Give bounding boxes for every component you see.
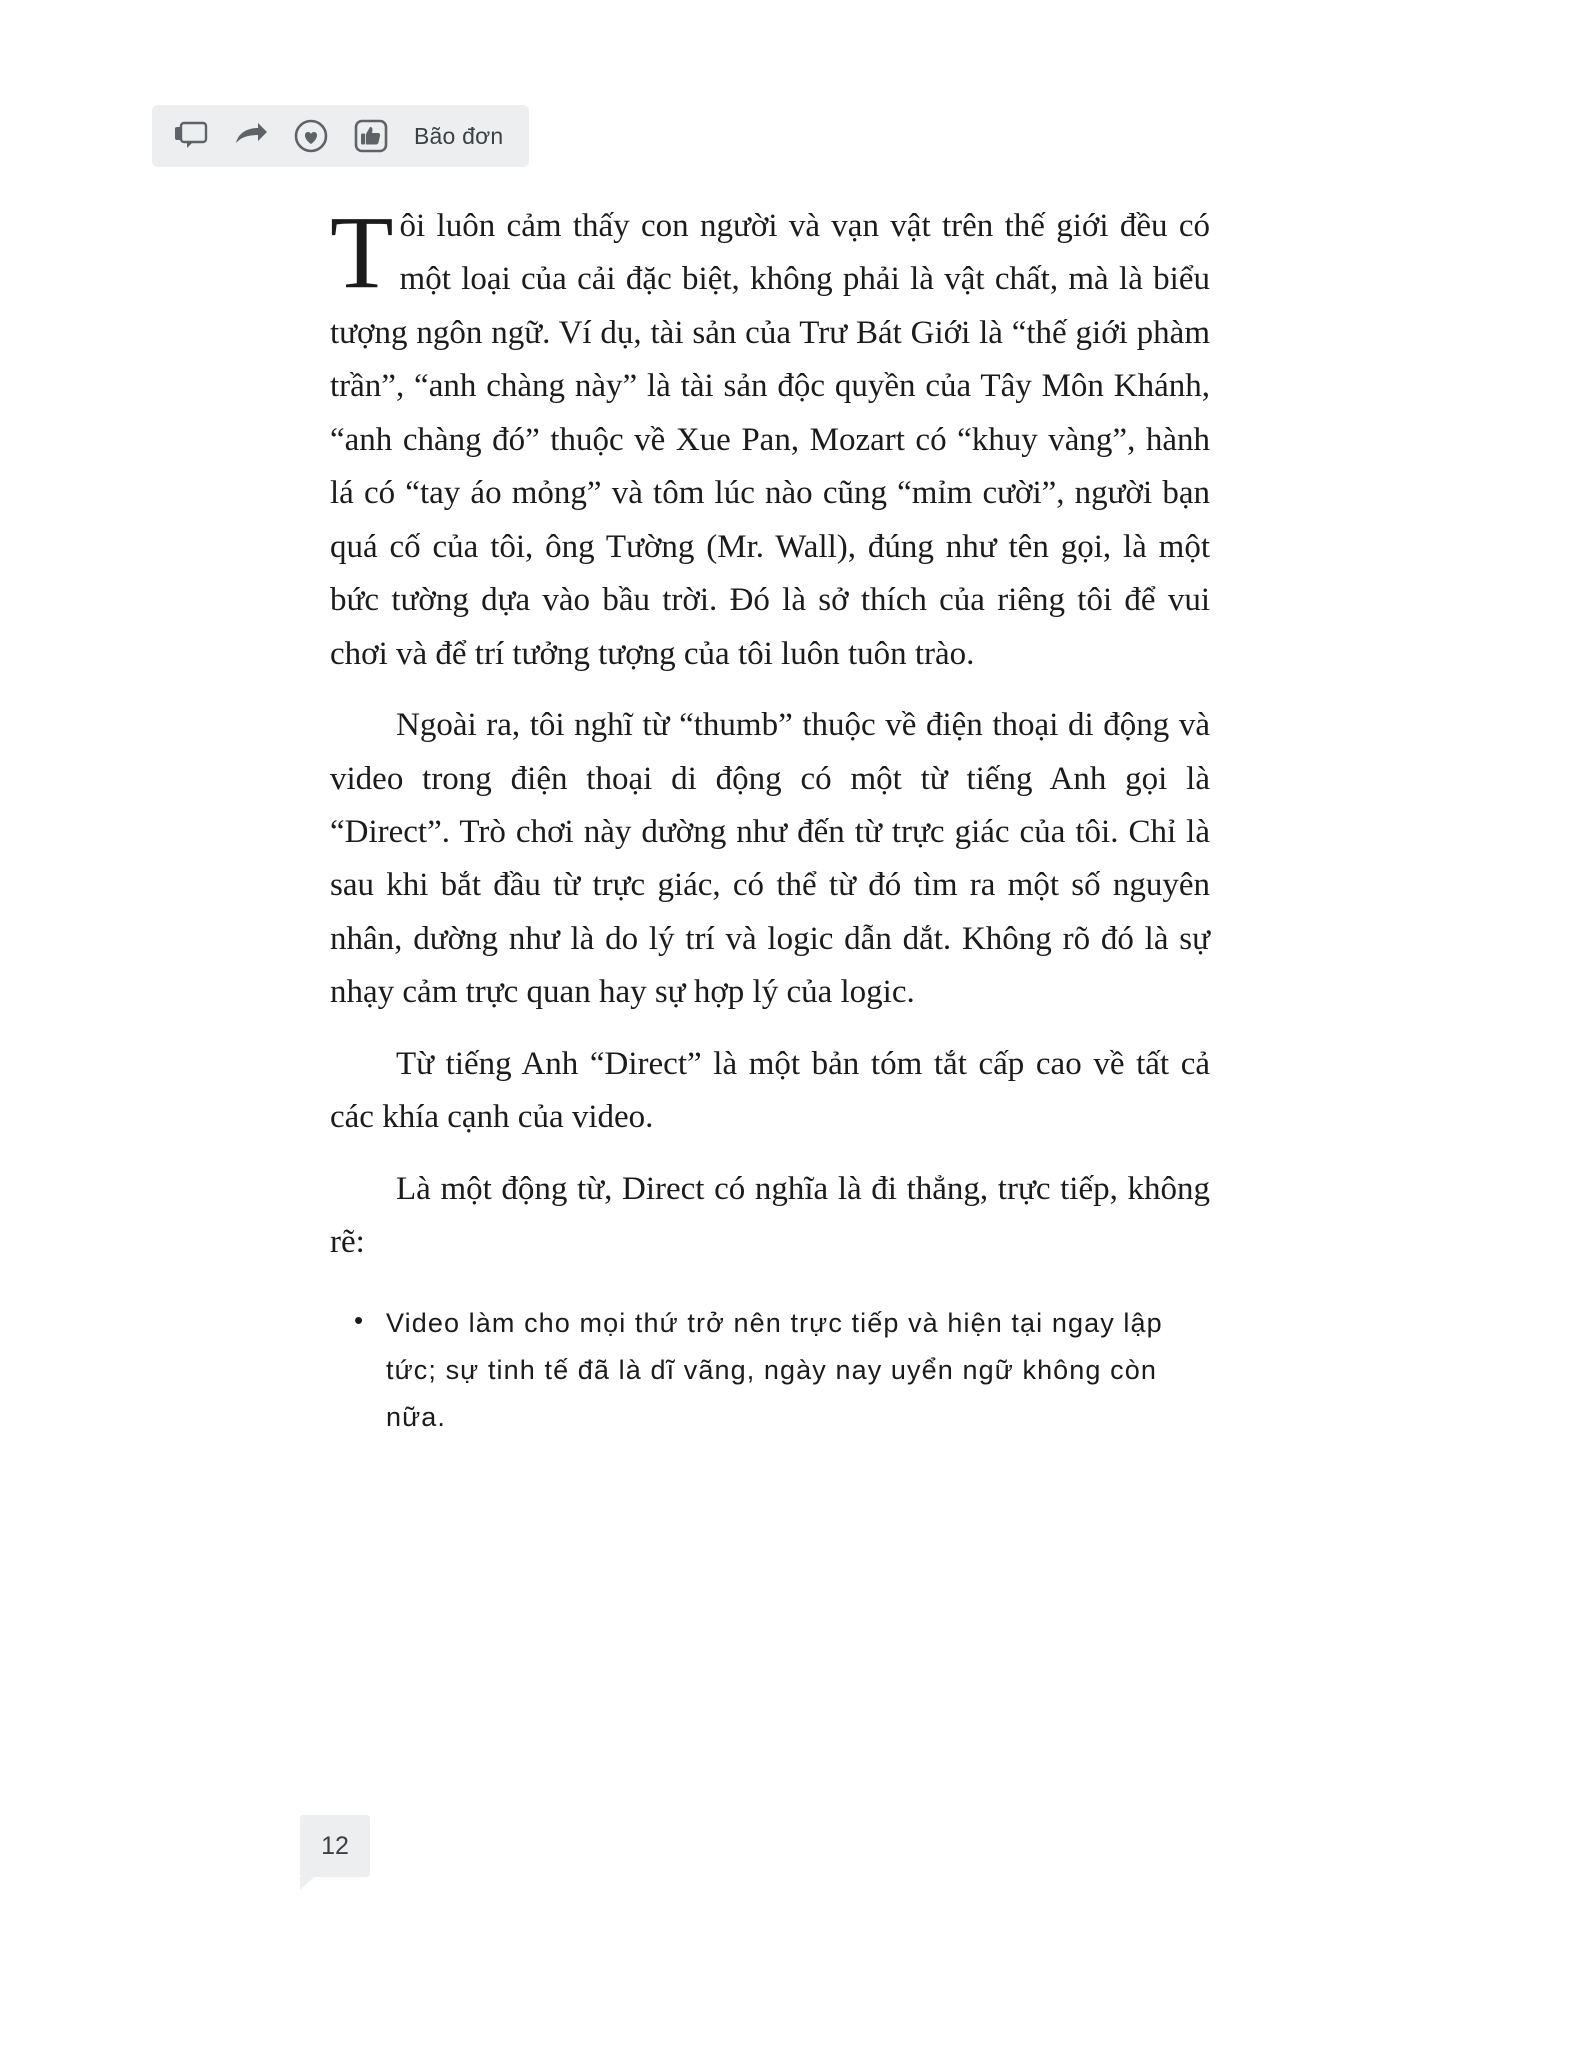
drop-cap: T <box>330 195 394 310</box>
page-number-tab <box>300 1815 370 1877</box>
comment-icon[interactable] <box>172 117 210 155</box>
bullet-list <box>330 1300 1210 1442</box>
list-item: • Video làm cho mọi thứ trở nên trực tiếp và hiện tại ngay lập tức; sự tinh tế đã là dĩ vãng, ngày nay uyển ngữ không còn nữa. <box>386 1300 1210 1442</box>
paragraph-4: Là một động từ, Direct có nghĩa là đi thẳng, trực tiếp, không rẽ: <box>330 1170 1210 1261</box>
paragraph-3: Từ tiếng Anh “Direct” là một bản tóm tắt cấp cao về tất cả các khía cạnh của video. <box>330 1045 1210 1136</box>
paragraph-2: Ngoài ra, tôi nghĩ từ “thumb” thuộc về điện thoại di động và video trong điện thoại di động có một từ tiếng Anh gọi là “Direct”. Trò chơi này dường như đến từ trực giác của tôi. Chỉ là sau khi bắt đầu từ trực giác, có thể từ đó tìm ra một số nguyên nhân, dường như là do lý trí và logic dẫn dắt. Không rõ đó là sự nhạy cảm trực quan hay sự hợp lý của logic. <box>330 707 1210 1011</box>
page-content <box>330 195 1210 1441</box>
paragraph-1 <box>330 195 1210 681</box>
page-number-label: 12 <box>321 1831 349 1860</box>
share-arrow-icon[interactable] <box>232 117 270 155</box>
annotation-toolbar[interactable] <box>152 105 529 167</box>
thumbs-up-icon[interactable] <box>352 117 390 155</box>
heart-icon[interactable] <box>292 117 330 155</box>
toolbar-label: Bão đơn <box>414 122 504 149</box>
paragraph-1-text: ôi luôn cảm thấy con người và vạn vật trên thế giới đều có một loại của cải đặc biệt, không phải là vật chất, mà là biểu tượng ngôn ngữ. Ví dụ, tài sản của Trư Bát Giới là “thế giới phàm trần”, “anh chàng này” là tài sản độc quyền của Tây Môn Khánh, “anh chàng đó” thuộc về Xue Pan, Mozart có “khuy vàng”, hành lá có “tay áo mỏng” và tôm lúc nào cũng “mỉm cười”, người bạn quá cố của tôi, ông Tường (Mr. Wall), đúng như tên gọi, là một bức tường dựa vào bầu trời. Đó là sở thích của riêng tôi để vui chơi và để trí tưởng tượng của tôi luôn tuôn trào. <box>330 208 1210 672</box>
